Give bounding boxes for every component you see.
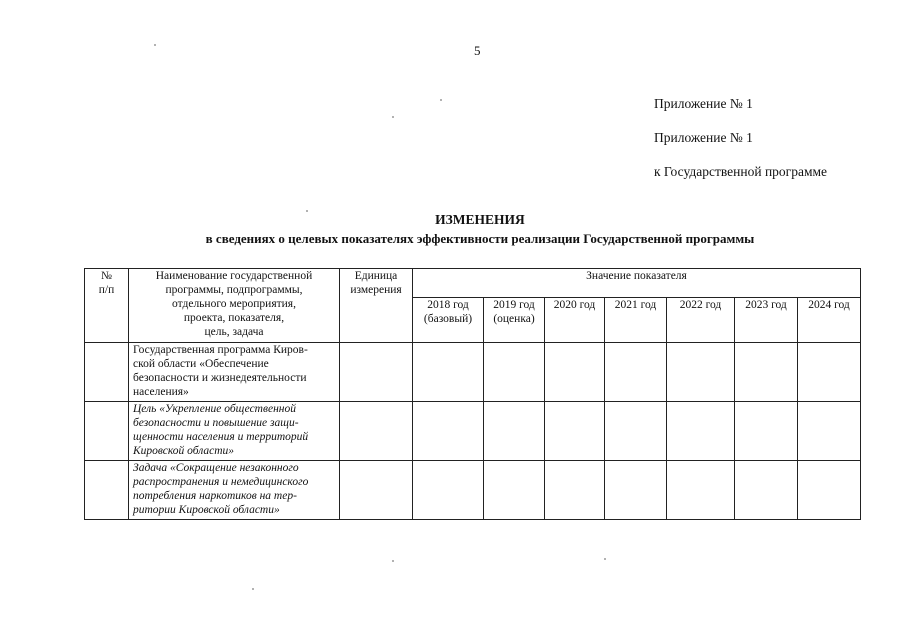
header-value-text: Значение показателя [586,270,687,282]
scan-speck [440,99,442,101]
value-cell [735,402,798,461]
page-number: 5 [474,43,481,58]
header-name [129,269,340,343]
row-name-cell [129,461,340,520]
value-cell [798,461,861,520]
year-label: 2024 год [808,299,850,311]
year-2024-header [798,298,861,343]
row-name-text: Государственная программа Киров- ской области «Обеспечение безопасности и жизнедеятельности населения» [133,344,308,398]
table-row [85,402,861,461]
document-title: ИЗМЕНЕНИЯ [435,212,525,227]
header-unit [340,269,413,343]
value-cell [413,461,484,520]
value-cell [667,343,735,402]
header-number-text: № п/п [98,270,115,296]
value-cell [484,402,545,461]
year-2021-header [605,298,667,343]
value-cell [484,343,545,402]
value-cell [667,461,735,520]
scan-speck [154,44,156,46]
document-subtitle: в сведениях о целевых показателях эффективности реализации Государственной программы [205,231,755,246]
scan-speck [392,116,394,118]
year-label: 2018 год (базовый) [423,299,473,325]
row-number-cell [85,461,129,520]
indicators-table [84,268,861,520]
value-cell [605,461,667,520]
value-cell [798,343,861,402]
header-number [85,269,129,343]
value-cell [605,343,667,402]
header-name-text: Наименование государственной программы, подпрограммы, отдельного мероприятия, проекта, показателя, цель, задача [155,270,313,338]
scan-speck [306,210,308,212]
scan-speck [604,558,606,560]
table-row [85,343,861,402]
year-2018-header [413,298,484,343]
row-number-cell [85,402,129,461]
value-cell [413,402,484,461]
year-2020-header [545,298,605,343]
year-label: 2022 год [679,299,722,311]
header-value [413,269,861,298]
value-cell [605,402,667,461]
row-name-text: Задача «Сокращение незаконного распространения и немедицинского потребления наркотиков на тер- ритории Кировской области» [133,462,309,516]
scan-speck [252,588,254,590]
appendix-label: Приложение № 1 [654,96,753,111]
value-cell [735,461,798,520]
appendix-label-repeat: Приложение № 1 [654,130,753,145]
value-cell [484,461,545,520]
year-label: 2023 год [745,299,787,311]
appendix-reference: к Государственной программе [654,164,828,179]
row-number-cell [85,343,129,402]
row-name-text: Цель «Укрепление общественной безопасности и повышение защи- щенности населения и территорий Кировской области» [133,403,309,457]
row-unit-cell [340,343,413,402]
row-name-cell [129,343,340,402]
row-name-cell [129,402,340,461]
value-cell [545,402,605,461]
value-cell [735,343,798,402]
value-cell [413,343,484,402]
year-label: 2021 год [614,299,657,311]
year-2023-header [735,298,798,343]
value-cell [667,402,735,461]
row-unit-cell [340,461,413,520]
value-cell [545,343,605,402]
year-2019-header [484,298,545,343]
year-label: 2020 год [553,299,596,311]
value-cell [798,402,861,461]
value-cell [545,461,605,520]
year-label: 2019 год (оценка) [493,299,535,325]
table-row [85,461,861,520]
row-unit-cell [340,402,413,461]
year-2022-header [667,298,735,343]
scan-speck [392,560,394,562]
header-unit-text: Единица измерения [350,270,402,296]
table-header-row [85,269,861,298]
